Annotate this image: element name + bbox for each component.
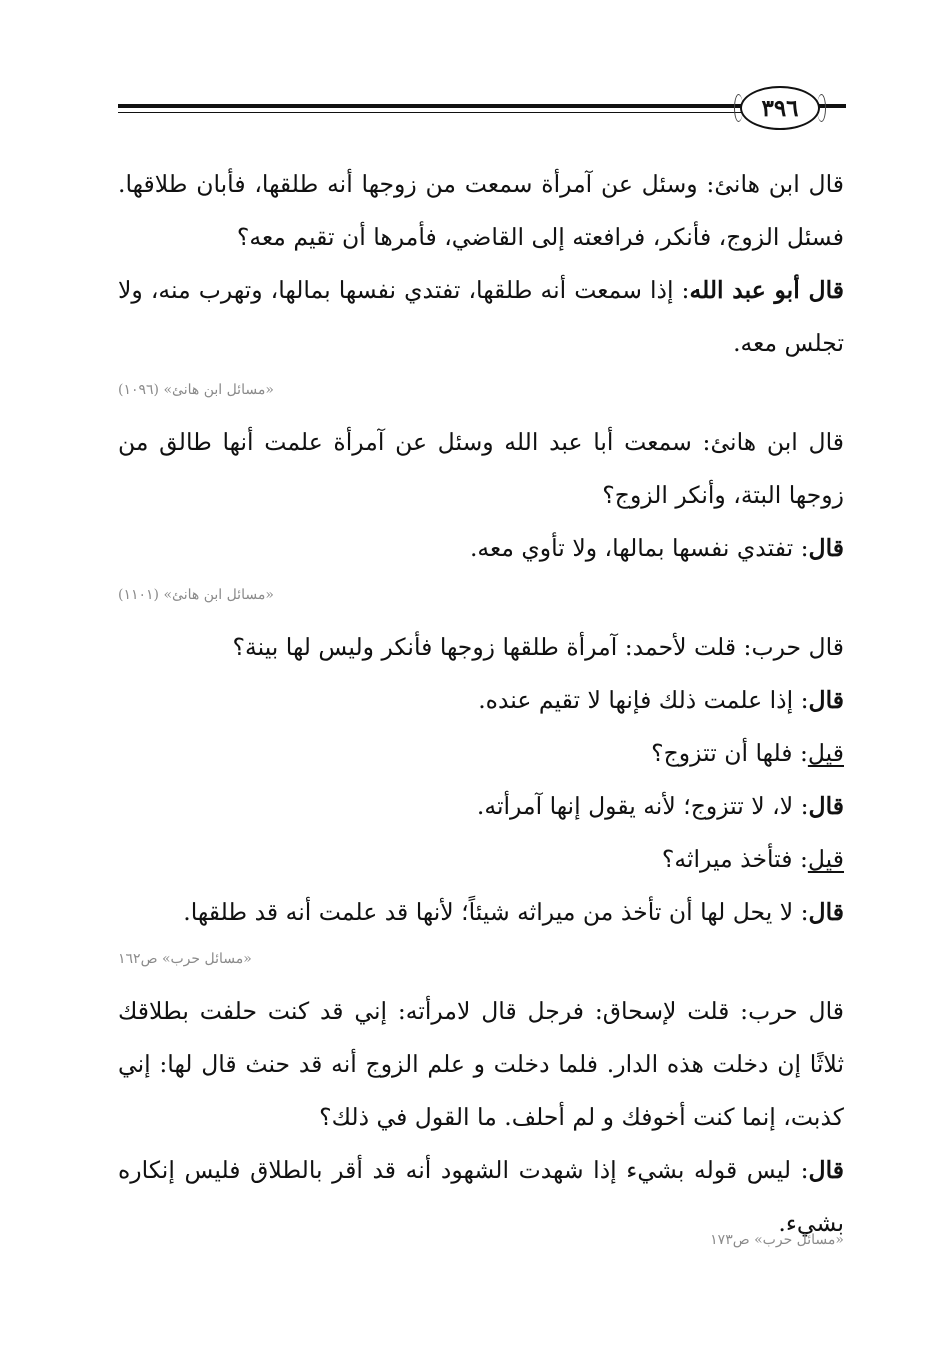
paragraph-text: : فتأخذ ميراثه؟ <box>661 845 808 873</box>
paragraph <box>118 674 844 727</box>
paragraph <box>118 621 844 674</box>
paragraph-text: : ليس قوله بشيء إذا شهدت الشهود أنه قد أقر بالطلاق فليس إنكاره بشيء. <box>118 1156 844 1237</box>
speaker-label: قال <box>808 686 844 714</box>
page-body <box>118 158 844 1250</box>
header-rule-thick <box>118 104 746 108</box>
paragraph-text: قال ابن هانئ: سمعت أبا عبد الله وسئل عن آمرأة علمت أنها طالق من زوجها البتة، وأنكر الزوج؟ <box>118 428 844 509</box>
source-citation: «مسائل حرب» ص١٦٢ <box>118 951 252 967</box>
paragraph-text: : فلها أن تتزوج؟ <box>651 739 808 767</box>
header-rule-thin <box>118 112 746 113</box>
paragraph <box>118 833 844 886</box>
question-label: قيل <box>807 845 844 873</box>
paragraph-text: : تفتدي نفسها بمالها، ولا تأوي معه. <box>469 534 809 562</box>
question-label: قيل <box>807 739 844 767</box>
source-citation: «مسائل حرب» ص١٧٣ <box>710 1232 844 1248</box>
paragraph-text: : لا يحل لها أن تأخذ من ميراثه شيئاً؛ لأنها قد علمت أنه قد طلقها. <box>183 898 809 926</box>
paragraph <box>118 158 844 264</box>
page-header <box>118 82 846 134</box>
paragraph <box>118 780 844 833</box>
paragraph-text: : إذا سمعت أنه طلقها، تفتدي نفسها بمالها، وتهرب منه، ولا تجلس معه. <box>118 276 844 357</box>
paragraph <box>118 727 844 780</box>
paragraph-text: قال حرب: قلت لأحمد: آمرأة طلقها زوجها فأنكر وليس لها بينة؟ <box>232 633 844 661</box>
paragraph-text: : لا، لا تتزوج؛ لأنه يقول إنها آمرأته. <box>476 792 809 820</box>
source-citation: «مسائل ابن هانئ» (١١٠١) <box>118 587 274 603</box>
speaker-label: قال <box>808 898 844 926</box>
paragraph <box>118 522 844 575</box>
speaker-label: قال <box>808 1156 844 1184</box>
page-number-badge <box>740 86 820 130</box>
page-number: ٣٩٦ <box>761 94 799 122</box>
paragraph <box>118 264 844 370</box>
paragraph <box>118 416 844 522</box>
speaker-label: قال <box>808 792 844 820</box>
source-citation: «مسائل ابن هانئ» (١٠٩٦) <box>118 382 274 398</box>
paragraph <box>118 985 844 1144</box>
paragraph-text: قال حرب: قلت لإسحاق: فرجل قال لامرأته: إني قد كنت حلفت بطلاقك ثلاثًا إن دخلت هذه الدار. فلما دخلت و علم الزوج أنه قد حنث قال لها: إني كذبت، إنما كنت أخوفك و لم أحلف. ما القول في ذلك؟ <box>118 997 844 1131</box>
speaker-label: قال <box>808 534 844 562</box>
paragraph-text: : إذا علمت ذلك فإنها لا تقيم عنده. <box>478 686 809 714</box>
paragraph-text: قال ابن هانئ: وسئل عن آمرأة سمعت من زوجها أنه طلقها، فأبان طلاقها. فسئل الزوج، فأنكر، فرافعته إلى القاضي، فأمرها أن تقيم معه؟ <box>118 170 844 251</box>
speaker-label: قال أبو عبد الله <box>689 276 844 304</box>
paragraph <box>118 886 844 939</box>
